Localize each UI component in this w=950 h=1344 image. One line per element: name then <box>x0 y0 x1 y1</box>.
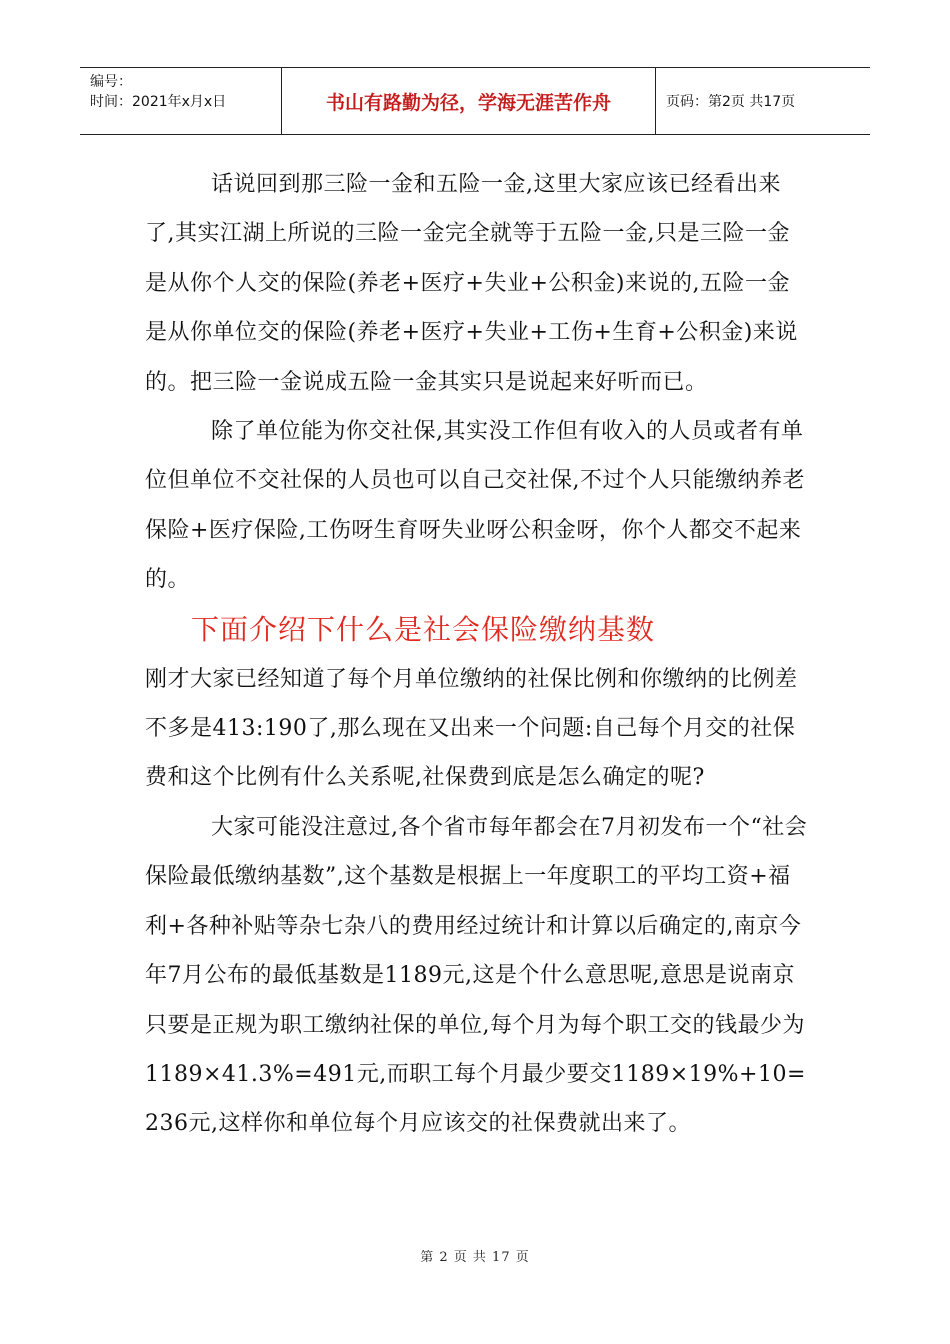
header-motto: 书山有路勤为径，学海无涯苦作舟 <box>282 68 656 134</box>
paragraph: 话说回到那三险一金和五险一金,这里大家应该已经看出来了,其实江湖上所说的三险一金完全就等于五险一金,只是三险一金是从你个人交的保险(养老+医疗+失业+公积金)来说的,五险一金是从你单位交的保险(养老+医疗+失业+工伤+生育+公积金)来说的。把三险一金说成五险一金其实只是说起来好听而已。 <box>145 172 798 395</box>
header-meta <box>80 68 282 134</box>
paragraph: 刚才大家已经知道了每个月单位缴纳的社保比例和你缴纳的比例差不多是413:190了,那么现在又出来一个问题:自己每个月交的社保费和这个比例有什么关系呢,社保费到底是怎么确定的呢? <box>145 666 798 791</box>
page-footer: 第 2 页 共 17 页 <box>420 1250 530 1265</box>
page-header <box>80 67 870 135</box>
paragraph: 大家可能没注意过,各个省市每年都会在7月初发布一个“社会保险最低缴纳基数”,这个基数是根据上一年度职工的平均工资+福利+各种补贴等杂七杂八的费用经过统计和计算以后确定的,南京今年7月公布的最低基数是1189元,这是个什么意思呢,意思是说南京只要是正规为职工缴纳社保的单位,每个月为每个职工交的钱最少为1189×41.3%=491元,而职工每个月最少要交1189×19%+10=236元,这样你和单位每个月应该交的社保费就出来了。 <box>145 814 808 1137</box>
date-label: 时间：2021年x月x日 <box>90 94 227 110</box>
document-body <box>145 160 810 1149</box>
section-heading: 下面介绍下什么是社会保险缴纳基数 <box>191 612 656 646</box>
serial-number-label: 编号： <box>90 74 132 90</box>
header-page-info: 页码：第2页 共17页 <box>666 94 796 110</box>
paragraph: 除了单位能为你交社保,其实没工作但有收入的人员或者有单位但单位不交社保的人员也可以自己交社保,不过个人只能缴纳养老保险+医疗保险,工伤呀生育呀失业呀公积金呀，你个人都交不起来的。 <box>145 419 805 593</box>
